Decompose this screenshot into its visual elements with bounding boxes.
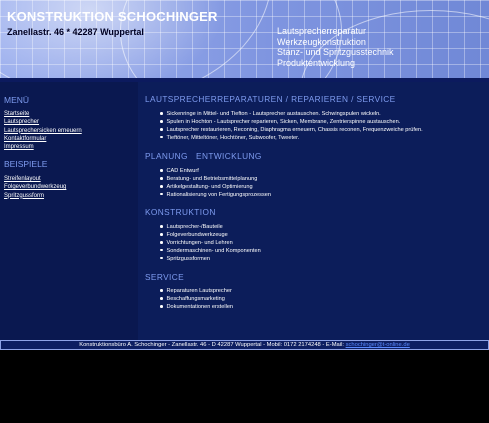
menu-list xyxy=(4,110,82,151)
list-item: Vorrichtungen- und Lehren xyxy=(160,240,261,248)
nav-link-startseite[interactable]: Startseite xyxy=(4,111,30,117)
section-list-construction xyxy=(160,224,261,264)
header-services xyxy=(277,26,394,68)
site-footer xyxy=(0,340,489,350)
list-item: Artikelgestaltung- und Optimierung xyxy=(160,184,271,192)
list-item: Beratung- und Betriebsmittelplanung xyxy=(160,176,271,184)
nav-link-lautsprechersicken[interactable]: Lautsprechersicken erneuern xyxy=(4,127,82,134)
menu-item xyxy=(4,118,82,126)
section-heading-construction: KONSTRUKTION xyxy=(145,207,216,217)
section-heading-repair: LAUTSPRECHERREPARATUREN / REPARIEREN / SERVICE xyxy=(145,94,396,104)
section-list-repair xyxy=(160,111,423,143)
section-list-planning xyxy=(160,168,271,200)
list-item: Lautsprecher restaurieren, Reconing, Diaphragma erneuern, Chassis reconen, Frequenzweiche prüfen. xyxy=(160,127,423,135)
list-item: Sondermaschinen- und Komponenten xyxy=(160,248,261,256)
sidebar xyxy=(0,82,138,340)
list-item: Reparaturen Lautsprecher xyxy=(160,288,233,296)
nav-link-folgeverbundwerkzeug[interactable]: Folgeverbundwerkzeug xyxy=(4,184,67,191)
main-content xyxy=(138,82,489,340)
menu-item xyxy=(4,135,82,143)
list-item: Sickenringe in Mittel- und Tiefton - Lautsprecher austauschen. Schwingspulen wickeln. xyxy=(160,111,423,119)
nav-link-spritzgussform[interactable]: Spritzgussform xyxy=(4,192,45,199)
site-header xyxy=(0,0,489,78)
list-item: Dokumentationen erstellen xyxy=(160,304,233,312)
menu-heading: MENÜ xyxy=(4,95,30,105)
list-item: Spulen in Hochton - Lautsprecher reparieren, Sicken, Membrane, Zentrierspinne austauschen. xyxy=(160,119,423,127)
header-service-item: Lautsprecherreparatur xyxy=(277,26,367,36)
list-item: Lautsprecher-/Bauteile xyxy=(160,224,261,232)
examples-list xyxy=(4,175,66,200)
section-heading-planning: PLANUNG ENTWICKLUNG xyxy=(145,151,262,161)
example-item xyxy=(4,175,66,183)
header-service-item: Produktentwicklung xyxy=(277,57,356,68)
nav-link-lautsprecher[interactable]: Lautsprecher xyxy=(4,119,40,126)
nav-link-streifenlayout[interactable]: Streifenlayout xyxy=(4,176,41,182)
footer-contact-text: Konstruktionsbüro A. Schochinger - Zanellastr. 46 - D 42287 Wuppertal - Mobil: 0172 2174248 - E-Mail: xyxy=(79,342,346,348)
section-list-service xyxy=(160,288,233,312)
example-item xyxy=(4,183,66,191)
site-address: Zanellastr. 46 * 42287 Wuppertal xyxy=(7,27,144,37)
example-item xyxy=(4,192,66,200)
header-service-item: Stanz- und Spritzgusstechnik xyxy=(277,47,394,57)
list-item: Rationalisierung von Fertigungsprozessen xyxy=(160,192,271,200)
header-service-item: Werkzeugkonstruktion xyxy=(277,36,366,47)
menu-item xyxy=(4,143,82,151)
nav-link-impressum[interactable]: Impressum xyxy=(4,144,34,151)
list-item: Folgeverbundwerkzeuge xyxy=(160,232,261,240)
footer-email-link[interactable]: schochinger@t-online.de xyxy=(345,342,410,348)
nav-link-kontaktformular[interactable]: Kontaktformular xyxy=(4,135,47,142)
list-item: Tieftöner, Mitteltöner, Hochtöner, Subwoofer, Tweeter. xyxy=(160,135,423,143)
site-title: KONSTRUKTION SCHOCHINGER xyxy=(7,9,218,24)
list-item: Spritzgussformen xyxy=(160,256,261,264)
list-item: Beschaffungsmarketing xyxy=(160,296,233,304)
menu-item xyxy=(4,127,82,135)
examples-heading: BEISPIELE xyxy=(4,159,48,169)
section-heading-service: SERVICE xyxy=(145,272,185,282)
list-item: CAD Entwurf xyxy=(160,168,271,176)
menu-item xyxy=(4,110,82,118)
